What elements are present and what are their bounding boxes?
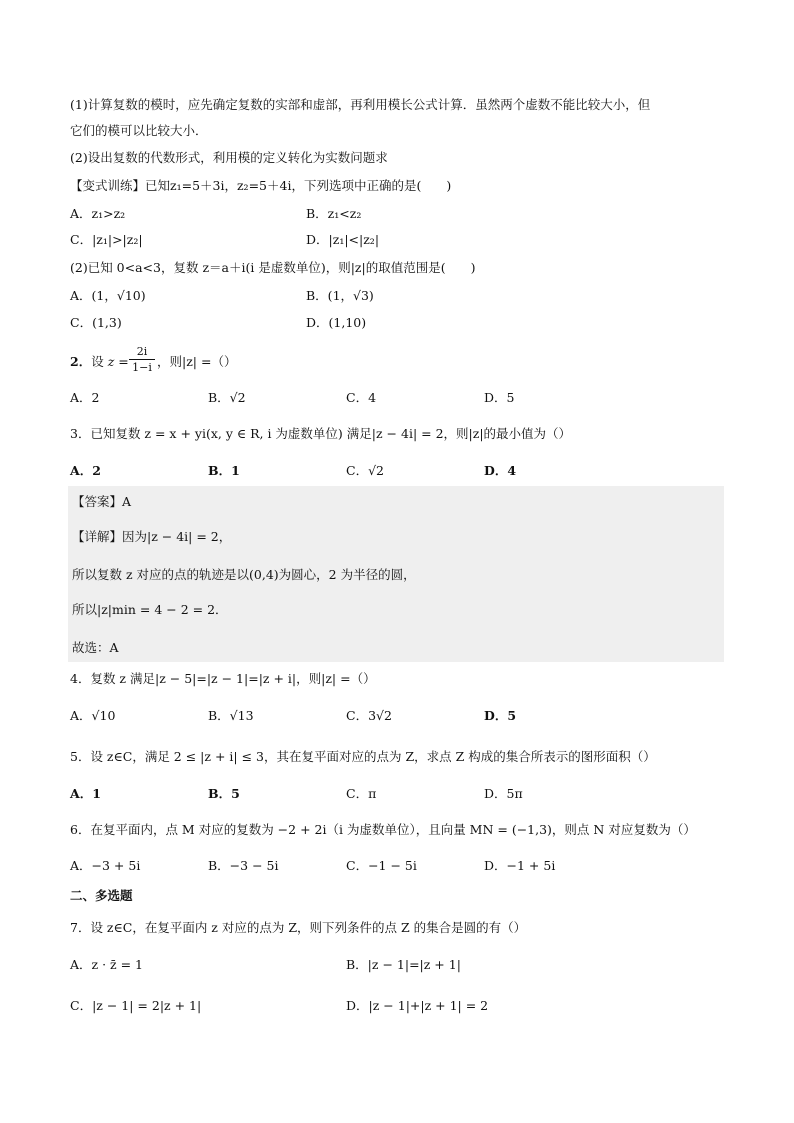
variant-option-b: B．z₁<z₂	[306, 206, 362, 221]
variant-option-a: A．z₁>z₂	[70, 206, 126, 221]
variant2-option-d: D．(1,10)	[306, 315, 367, 330]
q6-option-a: A．−3 + 5i	[70, 858, 141, 873]
answer-label: 【答案】A	[72, 494, 132, 509]
q7-option-c: C．|z − 1| = 2|z + 1|	[70, 998, 202, 1013]
section-title-multi-choice: 二、多选题	[70, 888, 133, 903]
variant2-option-b: B．(1，√3)	[306, 288, 374, 303]
q2-number-prefix: 2．设 z =	[70, 354, 129, 369]
variant-stem: 【变式训练】已知z₁=5＋3i，z₂=5＋4i，下列选项中正确的是( )	[70, 178, 452, 193]
answer-detail-3: 所以|z|min = 4 − 2 = 2．	[72, 602, 228, 617]
q2-option-d: D．5	[484, 390, 515, 405]
q3-option-a: A．2	[70, 463, 101, 478]
tip-line-1b: 它们的模可以比较大小．	[70, 123, 208, 138]
q3-option-b: B．1	[208, 463, 240, 478]
answer-detail-4: 故选：A	[72, 640, 119, 655]
q5-option-b: B．5	[208, 786, 240, 801]
q7-stem: 7．设 z∈C，在复平面内 z 对应的点为 Z，则下列条件的点 Z 的集合是圆的有（）	[70, 920, 527, 935]
q2-frac-numerator: 2i	[136, 345, 148, 358]
q4-option-d: D．5	[484, 708, 517, 723]
tip-line-1a: (1)计算复数的模时，应先确定复数的实部和虚部，再利用模长公式计算．虽然两个虚数不能比较大小，但	[70, 97, 651, 112]
variant-option-c: C．|z₁|>|z₂|	[70, 232, 143, 247]
q6-option-c: C．−1 − 5i	[346, 858, 417, 873]
q7-option-b: B．|z − 1|=|z + 1|	[346, 957, 461, 972]
q4-option-c: C．3√2	[346, 708, 392, 723]
q5-stem: 5．设 z∈C，满足 2 ≤ |z + i| ≤ 3，其在复平面对应的点为 Z，求点 Z 构成的集合所表示的图形面积（）	[70, 749, 656, 764]
q3-option-d: D．4	[484, 463, 517, 478]
q2-post: ，则|z| =（）	[157, 354, 237, 369]
q2-number: 2．	[70, 354, 92, 369]
tip-line-2: (2)设出复数的代数形式，利用模的定义转化为实数问题求	[70, 150, 388, 165]
q4-option-b: B．√13	[208, 708, 254, 723]
q2-option-b: B．√2	[208, 390, 246, 405]
variant-stem-2: (2)已知 0<a<3，复数 z＝a＋i(i 是虚数单位)，则|z|的取值范围是( )	[70, 260, 476, 275]
q2-option-c: C．4	[346, 390, 377, 405]
q3-stem: 3．已知复数 z = x + yi(x, y ∈ R, i 为虚数单位) 满足|z − 4i| = 2，则|z|的最小值为（）	[70, 426, 572, 441]
q5-option-d: D．5π	[484, 786, 523, 801]
q7-option-a: A．z · z̄ = 1	[70, 957, 143, 972]
q2-frac-denominator: 1−i	[132, 361, 152, 374]
q6-option-b: B．−3 − 5i	[208, 858, 279, 873]
q2-option-a: A．2	[70, 390, 100, 405]
q3-option-c: C．√2	[346, 463, 384, 478]
variant2-option-c: C．(1,3)	[70, 315, 122, 330]
variant-option-d: D．|z₁|<|z₂|	[306, 232, 380, 247]
q6-option-d: D．−1 + 5i	[484, 858, 556, 873]
q4-option-a: A．√10	[70, 708, 116, 723]
variant2-option-a: A．(1，√10)	[70, 288, 146, 303]
q5-option-c: C．π	[346, 786, 377, 801]
q7-option-d: D．|z − 1|+|z + 1| = 2	[346, 998, 489, 1013]
q5-option-a: A．1	[70, 786, 101, 801]
q4-stem: 4．复数 z 满足|z − 5|=|z − 1|=|z + i|，则|z| =（）	[70, 671, 376, 686]
q2-fraction	[129, 345, 155, 374]
answer-detail-2: 所以复数 z 对应的点的轨迹是以(0,4)为圆心，2 为半径的圆，	[72, 567, 416, 582]
q6-stem: 6．在复平面内，点 M 对应的复数为 −2 + 2i（i 为虚数单位），且向量 MN = (−1,3)，则点 N 对应复数为（）	[70, 822, 696, 837]
q2-pre: 设	[91, 354, 104, 369]
answer-detail-1: 【详解】因为|z − 4i| = 2，	[72, 529, 232, 544]
